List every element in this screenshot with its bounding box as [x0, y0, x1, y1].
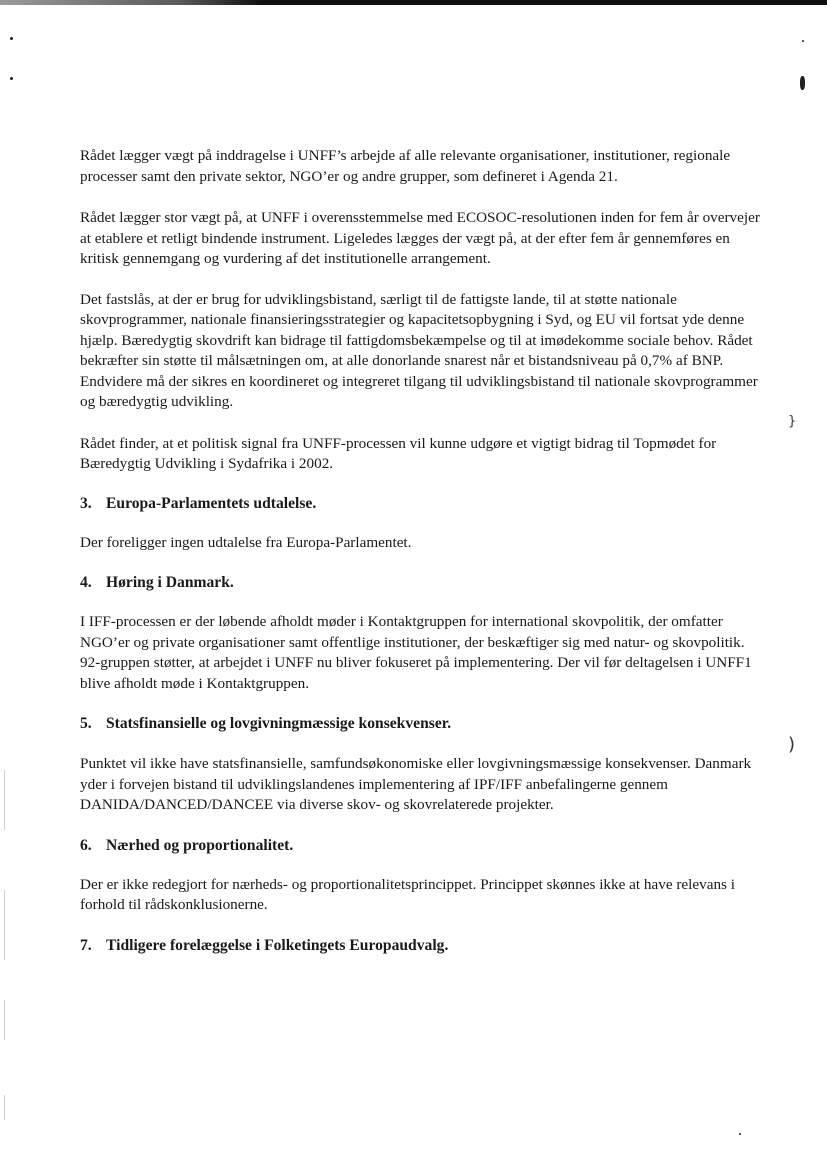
scan-speck: [802, 40, 804, 42]
scan-speck: [10, 77, 13, 80]
section-title: Statsfinansielle og lovgivningmæssige konsekvenser.: [106, 715, 452, 732]
top-border-rule: [0, 0, 827, 5]
scan-speck: [10, 37, 13, 40]
section-title: Europa-Parlamentets udtalelse.: [106, 494, 317, 512]
paragraph-involvement: Rådet lægger vægt på inddragelse i UNFF’s arbejde af alle relevante organisationer, institutioner, regionale processer samt den private sektor, NGO’er og andre grupper, som defineret i Agenda 21.: [80, 147, 731, 185]
margin-scan-line: [4, 1095, 5, 1120]
section-body: Der foreligger ingen udtalelse fra Europa-Parlamentet.: [80, 533, 412, 551]
section-number: 4.: [80, 574, 92, 591]
section-body: Punktet vil ikke have statsfinansielle, samfundsøkonomiske eller lovgivningsmæssige konsekvenser. Danmark yder i forvejen bistand til udviklingslandenes implementering af IPF/IFF anbefalingerne gennem DANIDA/DANCED/DANCEE via diverse skov- og skovrelaterede projekter.: [80, 755, 752, 813]
margin-mark-icon: }: [788, 414, 797, 429]
document-page: [80, 146, 760, 956]
paragraph-political-signal: Rådet finder, at et politisk signal fra UNFF-processen vil kunne udgøre et vigtigt bidrag til Topmødet for Bæredygtig Udvikling i Sydafrika i 2002.: [80, 434, 717, 472]
section-number: 7.: [80, 936, 92, 954]
margin-scan-line: [4, 1000, 5, 1040]
section-body: Der er ikke redegjort for nærheds- og proportionalitetsprincippet. Princippet skønnes ikke at have relevans i forhold til rådskonklusionerne.: [80, 875, 735, 913]
section-title: Tidligere forelæggelse i Folketingets Europaudvalg.: [106, 936, 449, 954]
section-heading: [80, 573, 760, 593]
paragraph-legal-instrument: Rådet lægger stor vægt på, at UNFF i overensstemmelse med ECOSOC-resolutionen inden for fem år overvejer at etablere et retligt bindende instrument. Ligeledes lægges der vægt på, at der efter fem år gennemføres en kritisk gennemgang og vurdering af det institutionelle arrangement.: [80, 209, 760, 267]
section-number: 3.: [80, 494, 92, 512]
margin-scan-line: [4, 890, 5, 960]
section-heading: [80, 494, 760, 514]
section-title: Høring i Danmark.: [106, 574, 234, 591]
section-heading: [80, 836, 760, 856]
section-heading: [80, 936, 760, 956]
scan-speck: [800, 76, 805, 90]
margin-mark-icon: ): [788, 734, 796, 755]
section-title: Nærhed og proportionalitet.: [106, 836, 294, 854]
section-number: 5.: [80, 715, 92, 732]
section-body: I IFF-processen er der løbende afholdt møder i Kontaktgruppen for international skovpolitik, der omfatter NGO’er og private organisationer samt offentlige institutioner, der beskæftiger sig med natur- og skovpolitik. 92-gruppen støtter, at arbejdet i UNFF nu bliver fokuseret på implementering. Der vil før deltagelsen i UNFF1 blive afholdt møde i Kontaktgruppen.: [80, 613, 752, 692]
paragraph-development-aid: Det fastslås, at der er brug for udviklingsbistand, særligt til de fattigste lande, til at støtte nationale skovprogrammer, nationale finansieringsstrategier og kapacitetsopbygning i Syd, og EU vil fortsat yde denne hjælp. Bæredygtig skovdrift kan bidrage til fattigdomsbekæmpelse og til at imødekomme sociale behov. Rådet bekræfter sin støtte til målsætningen om, at alle donorlande snarest når et bistandsniveau på 0,7% af BNP. Endvidere må der sikres en koordineret og integreret tilgang til udviklingsbistand til nationale skovprogrammer og bæredygtig udvikling.: [80, 290, 758, 410]
section-number: 6.: [80, 836, 92, 854]
margin-scan-line: [4, 770, 5, 830]
section-heading: [80, 714, 760, 734]
scan-speck: [739, 1133, 741, 1135]
